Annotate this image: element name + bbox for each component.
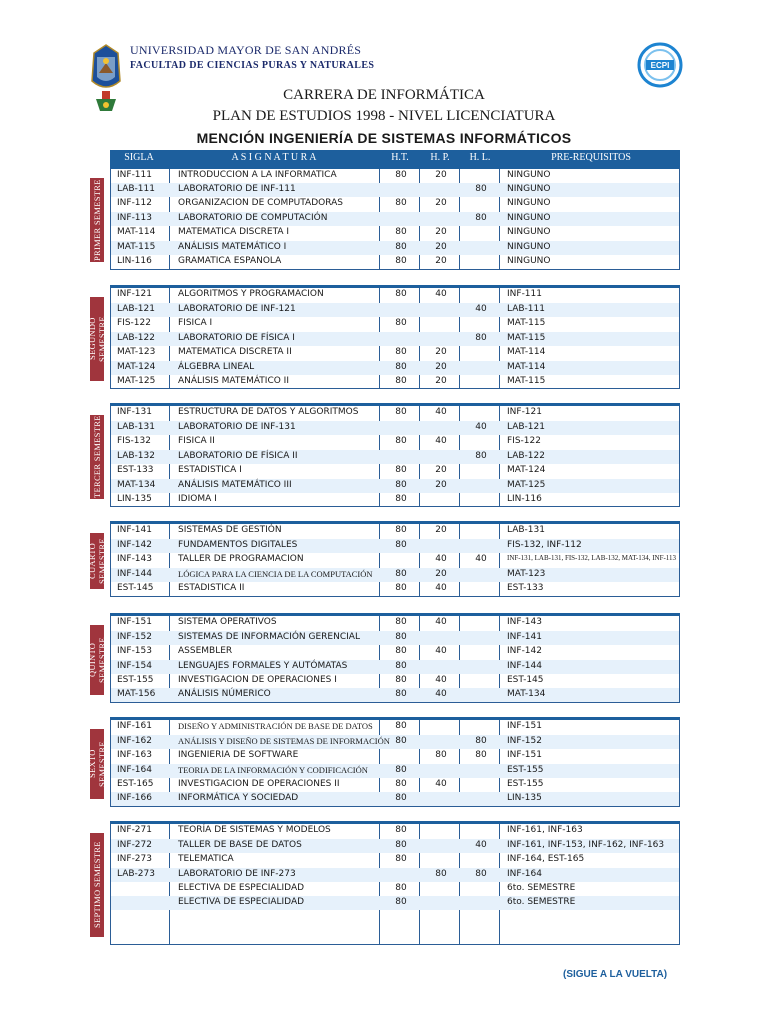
- cell-ht: 80: [395, 227, 407, 237]
- semester-label: SEPTIMO SEMESTRE: [90, 833, 104, 937]
- col-hl: H. L.: [469, 152, 491, 163]
- cell-ht: 80: [395, 765, 407, 775]
- table-row: [111, 868, 679, 882]
- table-row: [111, 406, 679, 420]
- cell-name: GRAMATICA ESPANOLA: [178, 256, 282, 266]
- cell-code: INF-144: [117, 569, 152, 579]
- cell-hp: 20: [435, 242, 447, 252]
- cell-hp: 20: [435, 525, 447, 535]
- table-row: [111, 493, 679, 507]
- cell-hp: 20: [435, 569, 447, 579]
- cell-name: ANÁLISIS Y DISEÑO DE SISTEMAS DE INFORMACIÓN: [178, 736, 390, 746]
- cell-code: INF-162: [117, 736, 152, 746]
- cell-code: INF-143: [117, 554, 152, 564]
- cell-ht: 80: [395, 840, 407, 850]
- mention-title: MENCIÓN INGENIERÍA DE SISTEMAS INFORMÁTICOS: [196, 130, 572, 146]
- cell-code: MAT-124: [117, 362, 156, 372]
- cell-code: MAT-114: [117, 227, 156, 237]
- cell-hp: 20: [435, 376, 447, 386]
- university-crest-icon: [88, 43, 124, 115]
- cell-name: LABORATORIO DE INF-273: [178, 869, 296, 879]
- cell-ht: 80: [395, 256, 407, 266]
- table-row: [111, 778, 679, 792]
- cell-hl: 80: [475, 736, 487, 746]
- cell-code: INF-111: [117, 170, 152, 180]
- cell-code: MAT-125: [117, 376, 156, 386]
- cell-name: ANÁLISIS MATEMÁTICO III: [178, 480, 292, 490]
- table-row: [111, 792, 679, 806]
- cell-hp: 40: [435, 617, 447, 627]
- table-row: [111, 241, 679, 255]
- cell-pre: FIS-132, INF-112: [507, 540, 582, 550]
- cell-code: INF-273: [117, 854, 152, 864]
- cell-hl: 80: [475, 750, 487, 760]
- cell-ht: 80: [395, 289, 407, 299]
- cell-ht: 80: [395, 779, 407, 789]
- semester-label: SEXTO SEMESTRE: [90, 729, 104, 799]
- table-row: [111, 255, 679, 269]
- table-row: [111, 824, 679, 838]
- cell-ht: 80: [395, 617, 407, 627]
- cell-code: INF-131: [117, 407, 152, 417]
- cell-code: LIN-116: [117, 256, 152, 266]
- cell-code: EST-155: [117, 675, 154, 685]
- cell-pre: MAT-124: [507, 465, 546, 475]
- cell-hp: 40: [435, 689, 447, 699]
- cell-pre: MAT-115: [507, 376, 546, 386]
- semester-label: TERCER SEMESTRE: [92, 415, 102, 499]
- cell-pre: NINGUNO: [507, 184, 551, 194]
- cell-pre: LAB-122: [507, 451, 545, 461]
- cell-ht: 80: [395, 721, 407, 731]
- cell-code: FIS-132: [117, 436, 151, 446]
- cell-name: ÁLGEBRA LINEAL: [178, 362, 255, 372]
- table-row: [111, 582, 679, 596]
- cell-pre: MAT-115: [507, 318, 546, 328]
- table-row: [111, 479, 679, 493]
- cell-pre: INF-144: [507, 661, 542, 671]
- table-row: [111, 882, 679, 896]
- cell-hp: 40: [435, 646, 447, 656]
- cell-pre: 6to. SEMESTRE: [507, 883, 576, 893]
- cell-pre: EST-133: [507, 583, 544, 593]
- cell-name: ANÁLISIS NÚMERICO: [178, 689, 271, 699]
- cell-hp: 40: [435, 436, 447, 446]
- cell-pre: NINGUNO: [507, 170, 551, 180]
- cell-pre: EST-155: [507, 779, 544, 789]
- cell-hp: 40: [435, 554, 447, 564]
- cell-pre: NINGUNO: [507, 256, 551, 266]
- career-title: CARRERA DE INFORMÁTICA: [283, 87, 485, 103]
- semester-block: [110, 285, 680, 389]
- cell-pre: INF-142: [507, 646, 542, 656]
- cell-ht: 80: [395, 540, 407, 550]
- table-row: [111, 539, 679, 553]
- cell-hl: 80: [475, 333, 487, 343]
- table-row: [111, 524, 679, 538]
- table-row: [111, 361, 679, 375]
- cell-pre: INF-111: [507, 289, 542, 299]
- cell-hl: 80: [475, 213, 487, 223]
- cell-pre: LIN-116: [507, 494, 542, 504]
- cell-name: ESTADISTICA II: [178, 583, 245, 593]
- cell-ht: 80: [395, 897, 407, 907]
- cell-name: SISTEMA OPERATIVOS: [178, 617, 277, 627]
- cell-ht: 80: [395, 347, 407, 357]
- cell-name: TEORÍA DE SISTEMAS Y MODELOS: [178, 825, 331, 835]
- cell-hp: 80: [435, 869, 447, 879]
- cell-ht: 80: [395, 494, 407, 504]
- cell-hp: 20: [435, 170, 447, 180]
- cell-pre: NINGUNO: [507, 242, 551, 252]
- table-row: [111, 450, 679, 464]
- table-row: [111, 169, 679, 183]
- cell-hp: 20: [435, 256, 447, 266]
- cell-name: INVESTIGACION DE OPERACIONES II: [178, 779, 340, 789]
- cell-hl: 40: [475, 554, 487, 564]
- cell-code: INF-113: [117, 213, 152, 223]
- cell-hl: 40: [475, 840, 487, 850]
- cell-hp: 20: [435, 347, 447, 357]
- table-row: [111, 464, 679, 478]
- table-row: [111, 735, 679, 749]
- cell-ht: 80: [395, 661, 407, 671]
- cell-pre: INF-164, EST-165: [507, 854, 585, 864]
- table-row: [111, 375, 679, 389]
- cell-ht: 80: [395, 362, 407, 372]
- cell-code: INF-166: [117, 793, 152, 803]
- table-row: [111, 631, 679, 645]
- table-row: [111, 568, 679, 582]
- cell-code: INF-152: [117, 632, 152, 642]
- cell-ht: 80: [395, 825, 407, 835]
- cell-name: ESTRUCTURA DE DATOS Y ALGORITMOS: [178, 407, 359, 417]
- cell-code: MAT-156: [117, 689, 156, 699]
- cell-code: INF-154: [117, 661, 152, 671]
- cell-name: ORGANIZACION DE COMPUTADORAS: [178, 198, 343, 208]
- cell-ht: 80: [395, 583, 407, 593]
- semester-block: [110, 166, 680, 270]
- cell-pre: LIN-135: [507, 793, 542, 803]
- cell-ht: 80: [395, 480, 407, 490]
- faculty-name: FACULTAD DE CIENCIAS PURAS Y NATURALES: [130, 60, 375, 71]
- cell-pre: INF-161, INF-153, INF-162, INF-163: [507, 840, 665, 850]
- cell-code: LAB-111: [117, 184, 155, 194]
- table-row: [111, 553, 679, 567]
- cell-pre: NINGUNO: [507, 227, 551, 237]
- table-row: [111, 688, 679, 702]
- cell-pre: NINGUNO: [507, 198, 551, 208]
- cell-name: ASSEMBLER: [178, 646, 233, 656]
- cell-pre: NINGUNO: [507, 213, 551, 223]
- semester-label: CUARTO SEMESTRE: [90, 533, 104, 589]
- semester-label: SEGUNDO SEMESTRE: [90, 297, 104, 381]
- cell-name: IDIOMA I: [178, 494, 217, 504]
- semester-block: [110, 821, 680, 945]
- cell-name: INGENIERIA DE SOFTWARE: [178, 750, 299, 760]
- cell-ht: 80: [395, 465, 407, 475]
- cell-ht: 80: [395, 689, 407, 699]
- cell-code: INF-142: [117, 540, 152, 550]
- cell-name: LENGUAJES FORMALES Y AUTÓMATAS: [178, 661, 348, 671]
- table-row: [111, 896, 679, 910]
- cell-pre: MAT-134: [507, 689, 546, 699]
- cell-ht: 80: [395, 376, 407, 386]
- cell-pre: EST-155: [507, 765, 544, 775]
- table-row: [111, 660, 679, 674]
- cell-pre: MAT-114: [507, 362, 546, 372]
- cell-code: LAB-132: [117, 451, 155, 461]
- cell-hp: 20: [435, 227, 447, 237]
- cell-code: EST-165: [117, 779, 154, 789]
- continue-note: (SIGUE A LA VUELTA): [563, 969, 668, 980]
- career-logo-icon: [634, 42, 686, 88]
- cell-name: ANÁLISIS MATEMÁTICO II: [178, 376, 289, 386]
- cell-ht: 80: [395, 569, 407, 579]
- table-row: [111, 720, 679, 734]
- table-row: [111, 645, 679, 659]
- cell-ht: 80: [395, 632, 407, 642]
- cell-ht: 80: [395, 436, 407, 446]
- cell-hp: 20: [435, 465, 447, 475]
- cell-name: LABORATORIO DE INF-111: [178, 184, 296, 194]
- cell-name: INTRODUCCION A LA INFORMATICA: [178, 170, 337, 180]
- cell-name: TALLER DE PROGRAMACION: [178, 554, 304, 564]
- cell-pre: INF-143: [507, 617, 542, 627]
- cell-ht: 80: [395, 170, 407, 180]
- cell-name: INVESTIGACION DE OPERACIONES I: [178, 675, 337, 685]
- table-row: [111, 616, 679, 630]
- table-row: [111, 853, 679, 867]
- cell-pre: INF-151: [507, 721, 542, 731]
- cell-name: MATEMATICA DISCRETA II: [178, 347, 292, 357]
- cell-name: LABORATORIO DE FÍSICA II: [178, 451, 298, 461]
- cell-name: ELECTIVA DE ESPECIALIDAD: [178, 897, 305, 907]
- cell-hp: 20: [435, 362, 447, 372]
- cell-hl: 40: [475, 304, 487, 314]
- table-row: [111, 346, 679, 360]
- col-prereq: PRE-REQUISITOS: [551, 152, 631, 163]
- cell-code: LAB-121: [117, 304, 155, 314]
- cell-hl: 80: [475, 451, 487, 461]
- cell-pre: INF-121: [507, 407, 542, 417]
- university-name: UNIVERSIDAD MAYOR DE SAN ANDRÉS: [130, 43, 362, 57]
- cell-code: EST-133: [117, 465, 154, 475]
- cell-ht: 80: [395, 675, 407, 685]
- cell-name: LABORATORIO DE INF-131: [178, 422, 296, 432]
- cell-code: INF-151: [117, 617, 152, 627]
- table-row: [111, 183, 679, 197]
- cell-pre: INF-164: [507, 869, 542, 879]
- semester-block: [110, 717, 680, 807]
- cell-name: DISEÑO Y ADMINISTRACIÓN DE BASE DE DATOS: [178, 721, 373, 731]
- cell-pre: MAT-125: [507, 480, 546, 490]
- cell-code: LAB-131: [117, 422, 155, 432]
- cell-name: TEORIA DE LA INFORMACIÓN Y CODIFICACIÓN: [178, 765, 368, 775]
- cell-hp: 40: [435, 583, 447, 593]
- cell-hp: 40: [435, 407, 447, 417]
- cell-code: FIS-122: [117, 318, 151, 328]
- cell-pre: LAB-131: [507, 525, 545, 535]
- cell-hl: 40: [475, 422, 487, 432]
- cell-code: INF-141: [117, 525, 152, 535]
- col-ht: H.T.: [391, 152, 409, 163]
- cell-code: INF-121: [117, 289, 152, 299]
- cell-name: INFORMÁTICA Y SOCIEDAD: [178, 793, 299, 803]
- cell-pre: EST-145: [507, 675, 544, 685]
- cell-name: SISTEMAS DE INFORMACIÓN GERENCIAL: [178, 632, 360, 642]
- table-row: [111, 764, 679, 778]
- cell-pre: INF-161, INF-163: [507, 825, 583, 835]
- semester-label: PRIMER SEMESTRE: [92, 179, 102, 261]
- cell-name: LABORATORIO DE COMPUTACIÓN: [178, 213, 328, 223]
- cell-pre: FIS-122: [507, 436, 541, 446]
- col-asignatura: A S I G N A T U R A: [231, 152, 317, 163]
- table-row: [111, 212, 679, 226]
- cell-ht: 80: [395, 198, 407, 208]
- semester-block: [110, 403, 680, 507]
- semester-block: [110, 613, 680, 703]
- table-row: [111, 226, 679, 240]
- cell-name: LABORATORIO DE INF-121: [178, 304, 296, 314]
- cell-hp: 40: [435, 779, 447, 789]
- cell-hp: 20: [435, 480, 447, 490]
- cell-name: ANÁLISIS MATEMÁTICO I: [178, 242, 287, 252]
- cell-name: TALLER DE BASE DE DATOS: [178, 840, 302, 850]
- cell-code: LAB-122: [117, 333, 155, 343]
- cell-pre: MAT-114: [507, 347, 546, 357]
- table-row: [111, 674, 679, 688]
- cell-pre: INF-131, LAB-131, FIS-132, LAB-132, MAT-134, INF-113: [507, 554, 677, 562]
- table-header: [110, 150, 680, 167]
- cell-ht: 80: [395, 793, 407, 803]
- col-hp: H. P.: [430, 152, 450, 163]
- cell-ht: 80: [395, 525, 407, 535]
- cell-name: LABORATORIO DE FÍSICA I: [178, 333, 295, 343]
- cell-name: FISICA I: [178, 318, 213, 328]
- cell-code: INF-272: [117, 840, 152, 850]
- cell-ht: 80: [395, 646, 407, 656]
- cell-pre: INF-151: [507, 750, 542, 760]
- cell-pre: LAB-121: [507, 422, 545, 432]
- cell-code: INF-112: [117, 198, 152, 208]
- plan-title: PLAN DE ESTUDIOS 1998 - NIVEL LICENCIATURA: [212, 108, 556, 124]
- cell-code: INF-161: [117, 721, 152, 731]
- cell-pre: INF-152: [507, 736, 542, 746]
- cell-code: MAT-134: [117, 480, 156, 490]
- col-sigla: SIGLA: [124, 152, 154, 163]
- cell-ht: 80: [395, 242, 407, 252]
- cell-code: INF-153: [117, 646, 152, 656]
- table-row: [111, 303, 679, 317]
- cell-name: FUNDAMENTOS DIGITALES: [178, 540, 298, 550]
- cell-code: INF-163: [117, 750, 152, 760]
- cell-name: LÓGICA PARA LA CIENCIA DE LA COMPUTACIÓN: [178, 569, 373, 579]
- table-row: [111, 288, 679, 302]
- cell-ht: 80: [395, 854, 407, 864]
- cell-code: EST-145: [117, 583, 154, 593]
- cell-hl: 80: [475, 869, 487, 879]
- cell-code: LAB-273: [117, 869, 155, 879]
- table-row: [111, 421, 679, 435]
- cell-hp: 80: [435, 750, 447, 760]
- cell-hp: 40: [435, 289, 447, 299]
- cell-ht: 80: [395, 407, 407, 417]
- cell-name: SISTEMAS DE GESTIÓN: [178, 525, 282, 535]
- cell-hp: 40: [435, 675, 447, 685]
- cell-name: ESTADISTICA I: [178, 465, 242, 475]
- table-row: [111, 317, 679, 331]
- cell-name: TELEMATICA: [178, 854, 234, 864]
- cell-name: FISICA II: [178, 436, 215, 446]
- cell-hp: 20: [435, 198, 447, 208]
- cell-pre: MAT-115: [507, 333, 546, 343]
- cell-hl: 80: [475, 184, 487, 194]
- cell-ht: 80: [395, 318, 407, 328]
- logo-text: ECPI: [650, 61, 670, 70]
- cell-code: INF-164: [117, 765, 152, 775]
- cell-name: ELECTIVA DE ESPECIALIDAD: [178, 883, 305, 893]
- cell-name: ALGORITMOS Y PROGRAMACION: [178, 289, 324, 299]
- table-row: [111, 749, 679, 763]
- semester-label: QUINTO SEMESTRE: [90, 625, 104, 695]
- cell-code: INF-271: [117, 825, 152, 835]
- cell-pre: INF-141: [507, 632, 542, 642]
- cell-pre: 6to. SEMESTRE: [507, 897, 576, 907]
- table-row: [111, 332, 679, 346]
- cell-pre: LAB-111: [507, 304, 545, 314]
- cell-code: LIN-135: [117, 494, 152, 504]
- table-row: [111, 839, 679, 853]
- cell-ht: 80: [395, 736, 407, 746]
- cell-pre: MAT-123: [507, 569, 546, 579]
- cell-code: MAT-123: [117, 347, 156, 357]
- cell-name: MATEMATICA DISCRETA I: [178, 227, 290, 237]
- table-row: [111, 197, 679, 211]
- cell-ht: 80: [395, 883, 407, 893]
- table-row: [111, 435, 679, 449]
- semester-block: [110, 521, 680, 597]
- cell-code: MAT-115: [117, 242, 156, 252]
